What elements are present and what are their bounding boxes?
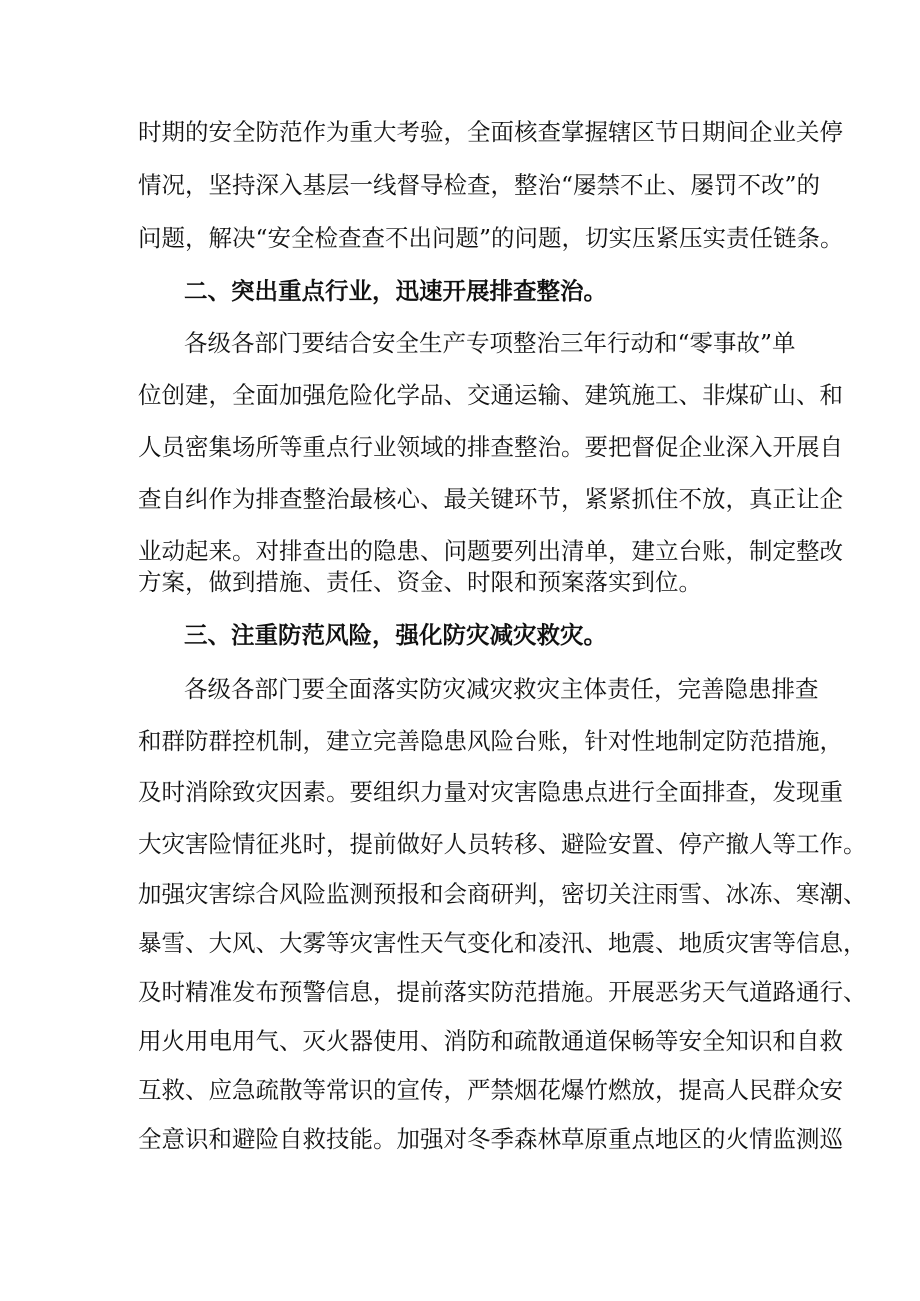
paragraph-line: 全意识和避险自救技能。加强对冬季森林草原重点地区的火情监测巡 [138,1125,843,1153]
paragraph-line: 互救、应急疏散等常识的宣传，严禁烟花爆竹燃放，提高人民群众安 [138,1076,843,1104]
paragraph-line: 问题，解决“安全检查查不出问题”的问题，切实压紧压实责任链条。 [138,224,844,252]
paragraph-line: 各级各部门要结合安全生产专项整治三年行动和“零事故”单 [184,329,796,357]
paragraph-line: 大灾害险情征兆时，提前做好人员转移、避险安置、停产撤人等工作。 [138,830,867,858]
paragraph-line: 位创建，全面加强危险化学品、交通运输、建筑施工、非煤矿山、和 [138,381,843,409]
paragraph-line: 暴雪、大风、大雾等灾害性天气变化和凌汛、地震、地质灾害等信息， [138,929,867,957]
paragraph-line: 情况，坚持深入基层一线督导检查，整治“屡禁不止、屡罚不改”的 [138,171,821,199]
section-heading-2: 二、突出重点行业，迅速开展排查整治。 [184,277,607,305]
paragraph-line: 查自纠作为排查整治最核心、最关键环节，紧紧抓住不放，真正让企 [138,485,843,513]
paragraph-line: 和群防群控机制，建立完善隐患风险台账，针对性地制定防范措施， [138,727,843,755]
paragraph-line: 业动起来。对排查出的隐患、问题要列出清单，建立台账，制定整改 [138,537,843,565]
paragraph-line: 各级各部门要全面落实防灾减灾救灾主体责任，完善隐患排查 [184,675,819,703]
paragraph-line: 时期的安全防范作为重大考验，全面核查掌握辖区节日期间企业关停 [138,118,843,146]
section-heading-3: 三、注重防范风险，强化防灾减灾救灾。 [184,621,607,649]
paragraph-line: 用火用电用气、灭火器使用、消防和疏散通道保畅等安全知识和自救 [138,1027,843,1055]
paragraph-line: 方案，做到措施、责任、资金、时限和预案落实到位。 [138,568,702,596]
paragraph-line: 及时精准发布预警信息，提前落实防范措施。开展恶劣天气道路通行、 [138,978,867,1006]
paragraph-line: 及时消除致灾因素。要组织力量对灾害隐患点进行全面排查，发现重 [138,778,843,806]
paragraph-line: 加强灾害综合风险监测预报和会商研判，密切关注雨雪、冰冻、寒潮、 [138,880,867,908]
paragraph-line: 人员密集场所等重点行业领域的排查整治。要把督促企业深入开展自 [138,433,843,461]
